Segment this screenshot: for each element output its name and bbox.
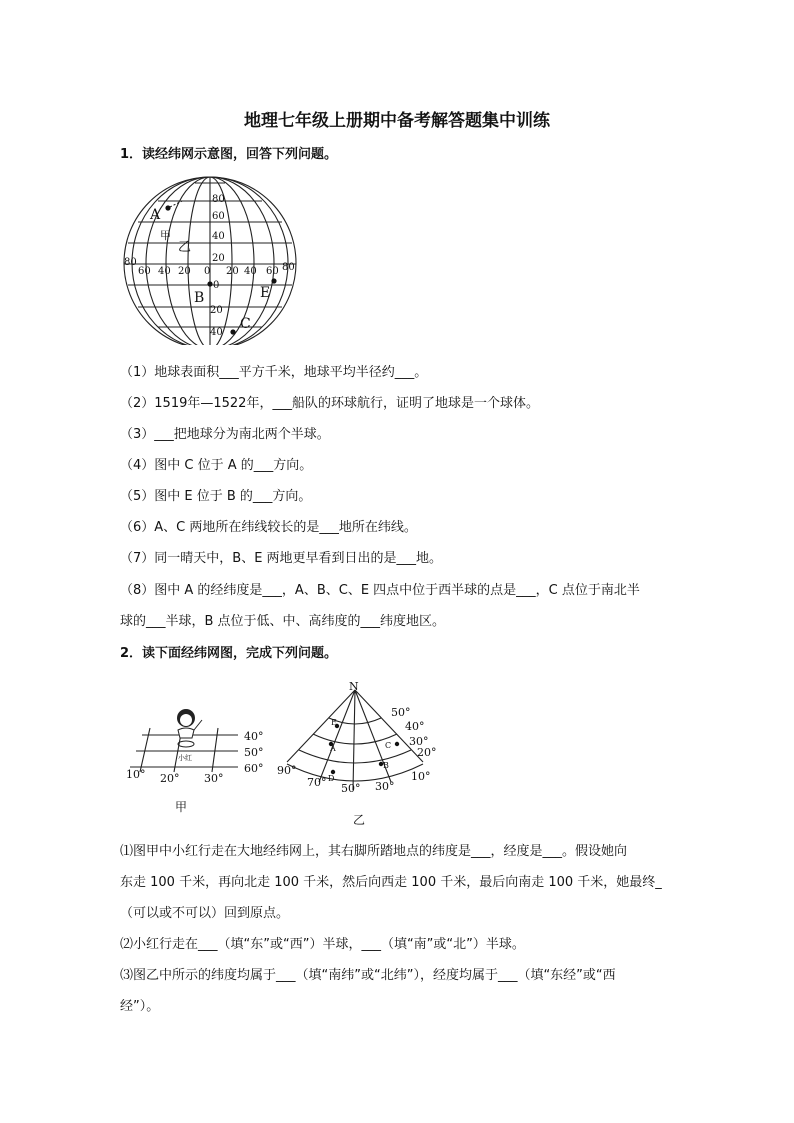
lat-label: 20 <box>212 253 225 264</box>
lat-label: 20 <box>210 305 223 316</box>
figure-jia-graticule <box>120 700 280 820</box>
lon-label: 40 <box>244 266 257 277</box>
lon-label: 20° <box>160 772 180 785</box>
point-label: C <box>385 741 392 750</box>
point-label: A <box>330 744 336 753</box>
question-1-prompt: 1．读经纬网示意图，回答下列问题。 <box>120 147 338 162</box>
figure-jia-caption: 甲 <box>175 800 188 814</box>
point-label: E <box>331 718 337 727</box>
question-2-prompt: 2．读下面经纬网图，完成下列问题。 <box>120 646 338 661</box>
lon-label: 40 <box>158 266 171 277</box>
yi-label: 乙 <box>178 240 192 255</box>
question-2-item: ⑶图乙中所示的纬度均属于___（填“南纬”或“北纬”），经度均属于___（填“东经”或“西 <box>120 968 616 983</box>
jia-label: 甲 <box>160 229 171 242</box>
lat-label: 0 <box>213 280 220 291</box>
lon-label: 20 <box>226 266 239 277</box>
question-1-item: （5）图中 E 位于 B 的___方向。 <box>120 489 312 504</box>
lat-label: 40° <box>405 720 425 733</box>
lon-label: 30° <box>204 772 224 785</box>
point-e-marker <box>271 278 276 283</box>
point-a-marker <box>165 205 170 210</box>
lat-label: 80 <box>212 194 225 205</box>
lon-label: 60 <box>266 266 279 277</box>
point-b-label: B <box>194 290 205 306</box>
point-e-label: E <box>260 285 271 301</box>
point-b-marker <box>207 281 212 286</box>
question-1-item: （4）图中 C 位于 A 的___方向。 <box>120 458 313 473</box>
lon-label: 20 <box>178 266 191 277</box>
lon-label: 70° <box>307 776 327 789</box>
xiaohong-figure <box>177 709 202 747</box>
pole-label: N <box>349 680 359 693</box>
point-label: D <box>328 774 335 783</box>
figure-yi-caption: 乙 <box>353 813 366 827</box>
question-2-item: 经”）。 <box>120 999 160 1014</box>
lat-label: 30° <box>409 735 429 748</box>
lon-label: 90° <box>277 764 297 777</box>
point-c-label: C <box>240 316 251 332</box>
lat-label: 10° <box>411 770 431 783</box>
lat-label: 50° <box>391 706 411 719</box>
lon-label: 80 <box>282 262 295 273</box>
question-2-item: ⑵小红行走在___（填“东”或“西”）半球，___（填“南”或“北”）半球。 <box>120 937 525 952</box>
question-1-item: （1）地球表面积___平方千米，地球平均半径约___。 <box>120 365 428 380</box>
lat-label: 60° <box>244 762 264 775</box>
question-1-item: （3）___把地球分为南北两个半球。 <box>120 427 330 442</box>
question-1-item: （2）1519年—1522年，___船队的环球航行，证明了地球是一个球体。 <box>120 396 539 411</box>
lon-label: 0 <box>204 266 211 277</box>
question-1-item: 球的___半球，B 点位于低、中、高纬度的___纬度地区。 <box>120 614 446 629</box>
question-1-item: （7）同一晴天中，B、E 两地更早看到日出的是___地。 <box>120 551 443 566</box>
lon-label: 10° <box>126 768 146 781</box>
question-1-item: （8）图中 A 的经纬度是___，A、B、C、E 四点中位于西半球的点是___，C 点位于南北半 <box>120 583 640 598</box>
point-c-marker <box>395 742 399 746</box>
question-1-item: （6）A、C 两地所在纬线较长的是___地所在纬线。 <box>120 520 417 535</box>
graticule-globe-figure <box>120 175 300 345</box>
lon-label: 30° <box>375 780 395 793</box>
lon-label: 50° <box>341 782 361 795</box>
lat-label: 40 <box>212 231 225 242</box>
point-a-label: A <box>150 207 161 223</box>
lat-label: 40° <box>244 730 264 743</box>
lon-label: 80 <box>124 257 137 268</box>
point-c-marker <box>230 329 235 334</box>
question-2-item: （可以或不可以）回到原点。 <box>120 906 290 921</box>
page-title: 地理七年级上册期中备考解答题集中训练 <box>244 111 550 131</box>
lat-label: 20° <box>417 746 437 759</box>
lat-label: 50° <box>244 746 264 759</box>
person-label: 小红 <box>178 754 192 762</box>
question-2-item: 东走 100 千米，再向北走 100 千米，然后向西走 100 千米，最后向南走 100 千米，她最终_ <box>120 875 662 890</box>
figure-yi-polar-graticule <box>275 678 445 828</box>
point-label: B <box>383 761 389 770</box>
question-2-item: ⑴图甲中小红行走在大地经纬网上，其右脚所踏地点的纬度是___，经度是___。假设她向 <box>120 844 628 859</box>
lat-label: 60 <box>212 211 225 222</box>
lon-label: 60 <box>138 266 151 277</box>
lat-label: 40 <box>210 327 223 338</box>
